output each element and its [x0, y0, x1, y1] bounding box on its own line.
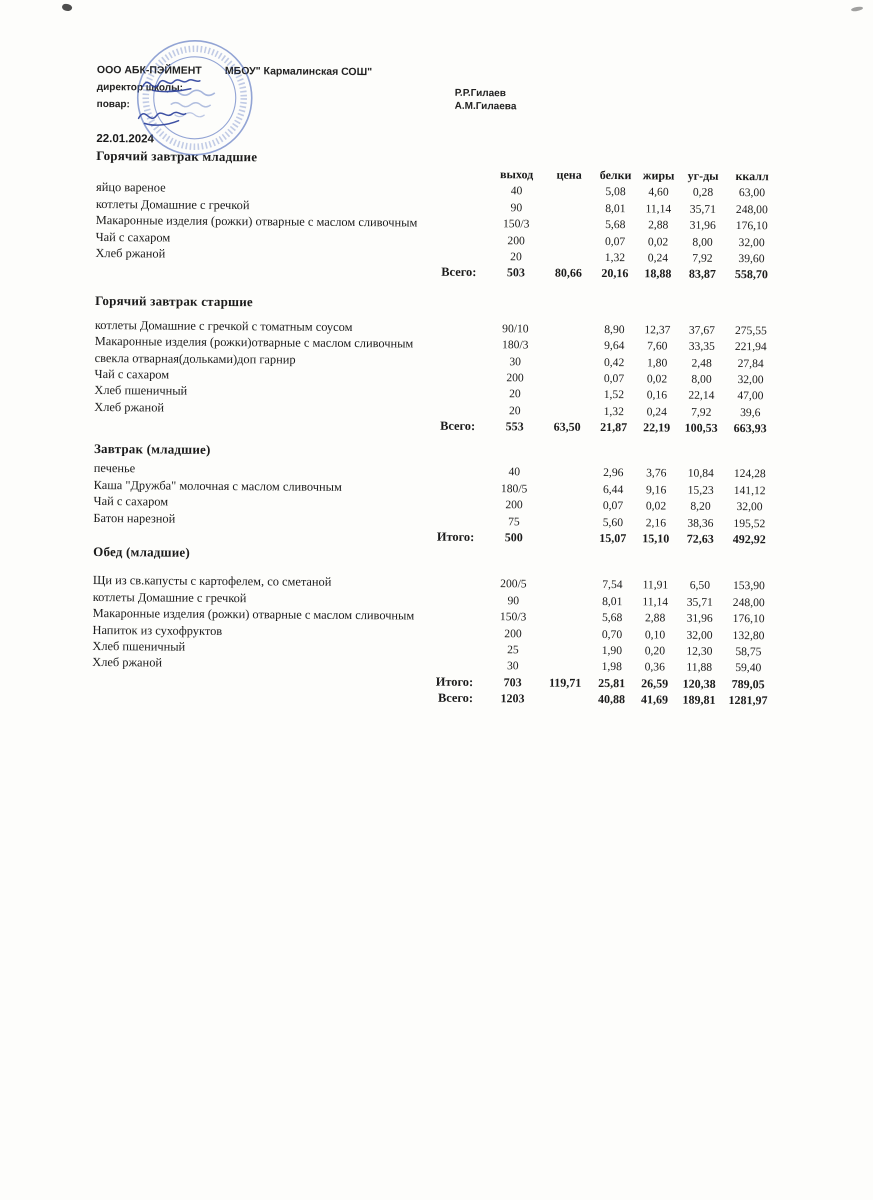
dish-value: 31,96 [689, 218, 716, 233]
dish-value: 1,32 [604, 250, 626, 265]
dish-name: Чай с сахаром [94, 366, 170, 382]
document-date: 22.01.2024 [96, 132, 155, 146]
dish-value: 20 [508, 403, 521, 418]
dish-value: 0,24 [646, 405, 667, 419]
total-value: 15,10 [642, 531, 670, 546]
column-header: уг-ды [687, 168, 719, 183]
dish-value: 47,00 [737, 389, 764, 403]
dish-value: 275,55 [734, 323, 767, 338]
school-name: МБОУ" Кармалинская СОШ" [224, 65, 373, 79]
dish-name: Щи из св.капусты с картофелем, со сметаной [92, 573, 332, 590]
section-title: Обед (младшие) [93, 544, 191, 561]
dish-value: 5,68 [605, 218, 626, 232]
dish-value: 15,23 [687, 483, 714, 497]
dish-value: 59,40 [735, 661, 762, 675]
dish-value: 1,80 [646, 355, 668, 370]
scan-artifact [851, 6, 863, 12]
total-value: 503 [506, 265, 525, 280]
column-header: жиры [642, 168, 675, 183]
cook-name: А.М.Гилаева [454, 100, 517, 113]
document-content [92, 64, 797, 710]
total-value: 72,63 [686, 531, 714, 546]
dish-value: 27,84 [737, 356, 764, 370]
total-label: Всего: [441, 265, 477, 280]
dish-name: свекла отварная(дольками)доп гарнир [94, 350, 296, 367]
dish-value: 12,30 [686, 644, 713, 658]
total-label: Всего: [437, 690, 474, 706]
total-value: 41,69 [640, 692, 669, 707]
dish-value: 7,92 [692, 251, 713, 265]
total-value: 20,16 [601, 266, 629, 281]
total-value: 119,71 [548, 675, 582, 690]
total-value: 500 [504, 530, 523, 545]
dish-value: 0,42 [603, 355, 625, 369]
dish-value: 200/5 [500, 577, 527, 591]
dish-value: 0,10 [644, 627, 666, 642]
dish-value: 0,24 [647, 251, 669, 265]
total-value: 63,50 [553, 419, 581, 434]
signatory-names [455, 87, 517, 113]
dish-value: 8,00 [691, 372, 712, 386]
dish-value: 38,36 [687, 516, 714, 530]
dish-value: 1,52 [603, 388, 625, 402]
total-value: 1203 [500, 691, 525, 706]
dish-value: 8,00 [692, 235, 713, 249]
dish-value: 248,00 [735, 202, 768, 217]
section-title: Завтрак (младшие) [93, 441, 211, 458]
dish-value: 63,00 [738, 186, 766, 200]
dish-value: 176,10 [732, 612, 765, 626]
dish-value: 9,16 [645, 483, 667, 497]
dish-value: 0,20 [644, 644, 666, 658]
dish-name: Макаронные изделия (рожки) отварные с маслом сливочным [95, 213, 418, 230]
menu-section [93, 441, 794, 548]
total-value: 789,05 [731, 676, 765, 692]
total-value: 492,92 [732, 532, 766, 547]
total-value: 189,81 [682, 692, 716, 708]
dish-value: 11,91 [642, 578, 669, 592]
total-value: 18,88 [644, 266, 672, 281]
dish-value: 1,32 [603, 404, 624, 418]
total-value: 703 [503, 674, 522, 690]
dish-value: 90 [507, 594, 520, 608]
dish-value: 90/10 [502, 321, 529, 336]
total-label: Всего: [440, 418, 476, 434]
header-org-row [97, 64, 797, 82]
column-header-spacer [96, 175, 489, 178]
dish-value: 6,50 [689, 579, 711, 593]
dish-value: 35,71 [686, 595, 713, 609]
dish-name: Каша "Дружба" молочная с маслом сливочным [93, 477, 342, 494]
dish-name: яйцо вареное [95, 180, 166, 195]
dish-value: 20 [510, 250, 522, 264]
dish-value: 176,10 [735, 219, 768, 233]
dish-value: 1,90 [601, 643, 623, 658]
dish-value: 2,48 [691, 356, 712, 370]
dish-value: 22,14 [688, 388, 715, 403]
dish-value: 180/5 [500, 482, 528, 496]
total-value: 22,19 [643, 420, 671, 435]
dish-value: 2,16 [645, 515, 667, 530]
dish-value: 12,37 [644, 323, 671, 337]
dish-value: 35,71 [689, 202, 716, 216]
dish-value: 153,90 [732, 579, 765, 593]
total-value: 553 [505, 419, 524, 434]
total-label: Итого: [436, 529, 475, 545]
dish-value: 3,76 [646, 466, 667, 480]
org-name: ООО АБК-ПЭЙМЕНТ [96, 64, 202, 77]
total-value: 25,81 [598, 675, 626, 690]
dish-name: печенье [93, 461, 136, 476]
dish-value: 2,88 [648, 218, 669, 232]
dish-value: 30 [509, 354, 522, 368]
dish-value: 200 [504, 626, 522, 640]
section-title: Горячий завтрак старшие [95, 292, 253, 309]
total-value: 100,53 [684, 420, 718, 435]
dish-value: 200 [505, 498, 523, 512]
dish-value: 0,02 [645, 499, 667, 513]
dish-value: 9,64 [604, 339, 625, 353]
total-value: 40,88 [597, 692, 626, 707]
dish-value: 141,12 [733, 483, 766, 498]
dish-value: 200 [507, 233, 525, 247]
scan-artifact [61, 3, 73, 13]
dish-value: 11,88 [686, 661, 713, 675]
dish-value: 11,14 [642, 595, 669, 609]
dish-value: 0,02 [647, 234, 669, 249]
dish-value: 32,00 [738, 235, 765, 249]
director-label: директор школы: [96, 81, 184, 94]
total-value: 1281,97 [728, 693, 768, 708]
dish-name: Макаронные изделия (рожки)отварные с маслом сливочным [94, 334, 414, 351]
cook-label: повар: [96, 98, 130, 111]
dish-value: 0,07 [603, 371, 625, 386]
dish-name: Хлеб ржаной [94, 399, 165, 415]
cook-signature [139, 112, 186, 125]
dish-value: 221,94 [734, 340, 767, 354]
dish-value: 40 [510, 184, 523, 198]
dish-value: 195,52 [733, 516, 766, 530]
dish-value: 8,90 [604, 322, 625, 336]
total-value: 120,38 [682, 676, 716, 691]
dish-value: 8,01 [605, 201, 626, 215]
dish-value: 32,00 [686, 628, 713, 642]
dish-value: 0,28 [692, 186, 714, 200]
dish-value: 180/3 [502, 338, 529, 352]
total-value: 15,07 [599, 530, 627, 546]
dish-value: 37,67 [688, 323, 716, 337]
dish-name: Напиток из сухофруктов [92, 622, 223, 638]
dish-value: 248,00 [732, 595, 765, 610]
dish-value: 30 [506, 659, 519, 673]
dish-value: 11,14 [645, 202, 672, 216]
dish-value: 2,96 [603, 466, 624, 480]
dish-value: 10,84 [687, 467, 714, 481]
dish-name: Батон нарезной [93, 510, 176, 526]
dish-value: 6,44 [602, 482, 624, 497]
total-value: 83,87 [688, 266, 716, 282]
total-value: 26,59 [641, 676, 669, 691]
dish-value: 33,35 [688, 339, 715, 353]
total-value: 21,87 [600, 420, 628, 435]
dish-name: котлеты Домашние с гречкой [92, 589, 247, 606]
menu-section [92, 544, 793, 710]
dish-value: 32,00 [736, 500, 763, 514]
dish-name: Макаронные изделия (рожки) отварные с маслом сливочным [92, 606, 415, 623]
dish-value: 5,68 [601, 611, 623, 625]
column-header: белки [599, 167, 632, 183]
dish-value: 150/3 [502, 217, 530, 231]
dish-value: 90 [510, 201, 523, 215]
dish-value: 0,70 [601, 627, 623, 641]
dish-value: 8,20 [690, 499, 711, 514]
dish-value: 58,75 [735, 645, 762, 659]
dish-value: 39,60 [738, 251, 765, 266]
dish-value: 132,80 [732, 628, 765, 642]
dish-value: 32,00 [737, 372, 764, 387]
dish-name: Хлеб пшеничный [92, 638, 186, 654]
dish-value: 7,54 [602, 578, 623, 592]
dish-value: 0,02 [646, 372, 668, 386]
dish-value: 124,28 [733, 467, 766, 481]
section-title: Горячий завтрак младшие [96, 147, 258, 165]
dish-value: 0,07 [604, 234, 626, 248]
total-value: 80,66 [554, 265, 582, 281]
dish-name: Чай с сахаром [93, 494, 169, 509]
dish-value: 40 [508, 465, 521, 479]
dish-value: 8,01 [602, 594, 623, 608]
dish-name: котлеты Домашние с гречкой с томатным соусом [94, 317, 353, 334]
dish-name: Хлеб ржаной [92, 655, 163, 670]
dish-value: 4,60 [648, 185, 669, 199]
dish-value: 200 [506, 371, 524, 385]
dish-value: 7,60 [647, 339, 668, 353]
column-header: ккалл [735, 169, 769, 184]
dish-value: 31,96 [686, 611, 713, 626]
dish-name: Чай с сахаром [95, 229, 171, 245]
dish-value: 2,88 [644, 611, 666, 625]
dish-value: 5,60 [602, 515, 624, 529]
dish-value: 39,6 [740, 405, 761, 419]
column-header: выход [500, 167, 534, 182]
total-label: Итого: [435, 674, 474, 689]
dish-value: 0,36 [644, 660, 665, 674]
dish-value: 75 [508, 514, 520, 528]
dish-value: 1,98 [601, 660, 622, 674]
dish-value: 150/3 [499, 610, 527, 624]
dish-value: 25 [507, 643, 519, 657]
dish-value: 0,16 [646, 388, 668, 402]
menu-section [94, 293, 795, 438]
dish-name: Хлеб пшеничный [94, 383, 188, 399]
menu-table [92, 148, 796, 710]
dish-value: 0,07 [602, 499, 624, 513]
dish-value: 5,08 [605, 185, 626, 199]
total-value: 558,70 [734, 267, 768, 282]
director-name: Р.Р.Гилаев [454, 87, 506, 100]
dish-value: 20 [509, 387, 521, 401]
column-header: цена [556, 167, 582, 182]
dish-name: Хлеб ржаной [95, 245, 166, 261]
menu-section [95, 148, 796, 284]
total-value: 663,93 [733, 421, 767, 436]
dish-value: 7,92 [691, 405, 712, 419]
dish-name: котлеты Домашние с гречкой [95, 196, 250, 212]
